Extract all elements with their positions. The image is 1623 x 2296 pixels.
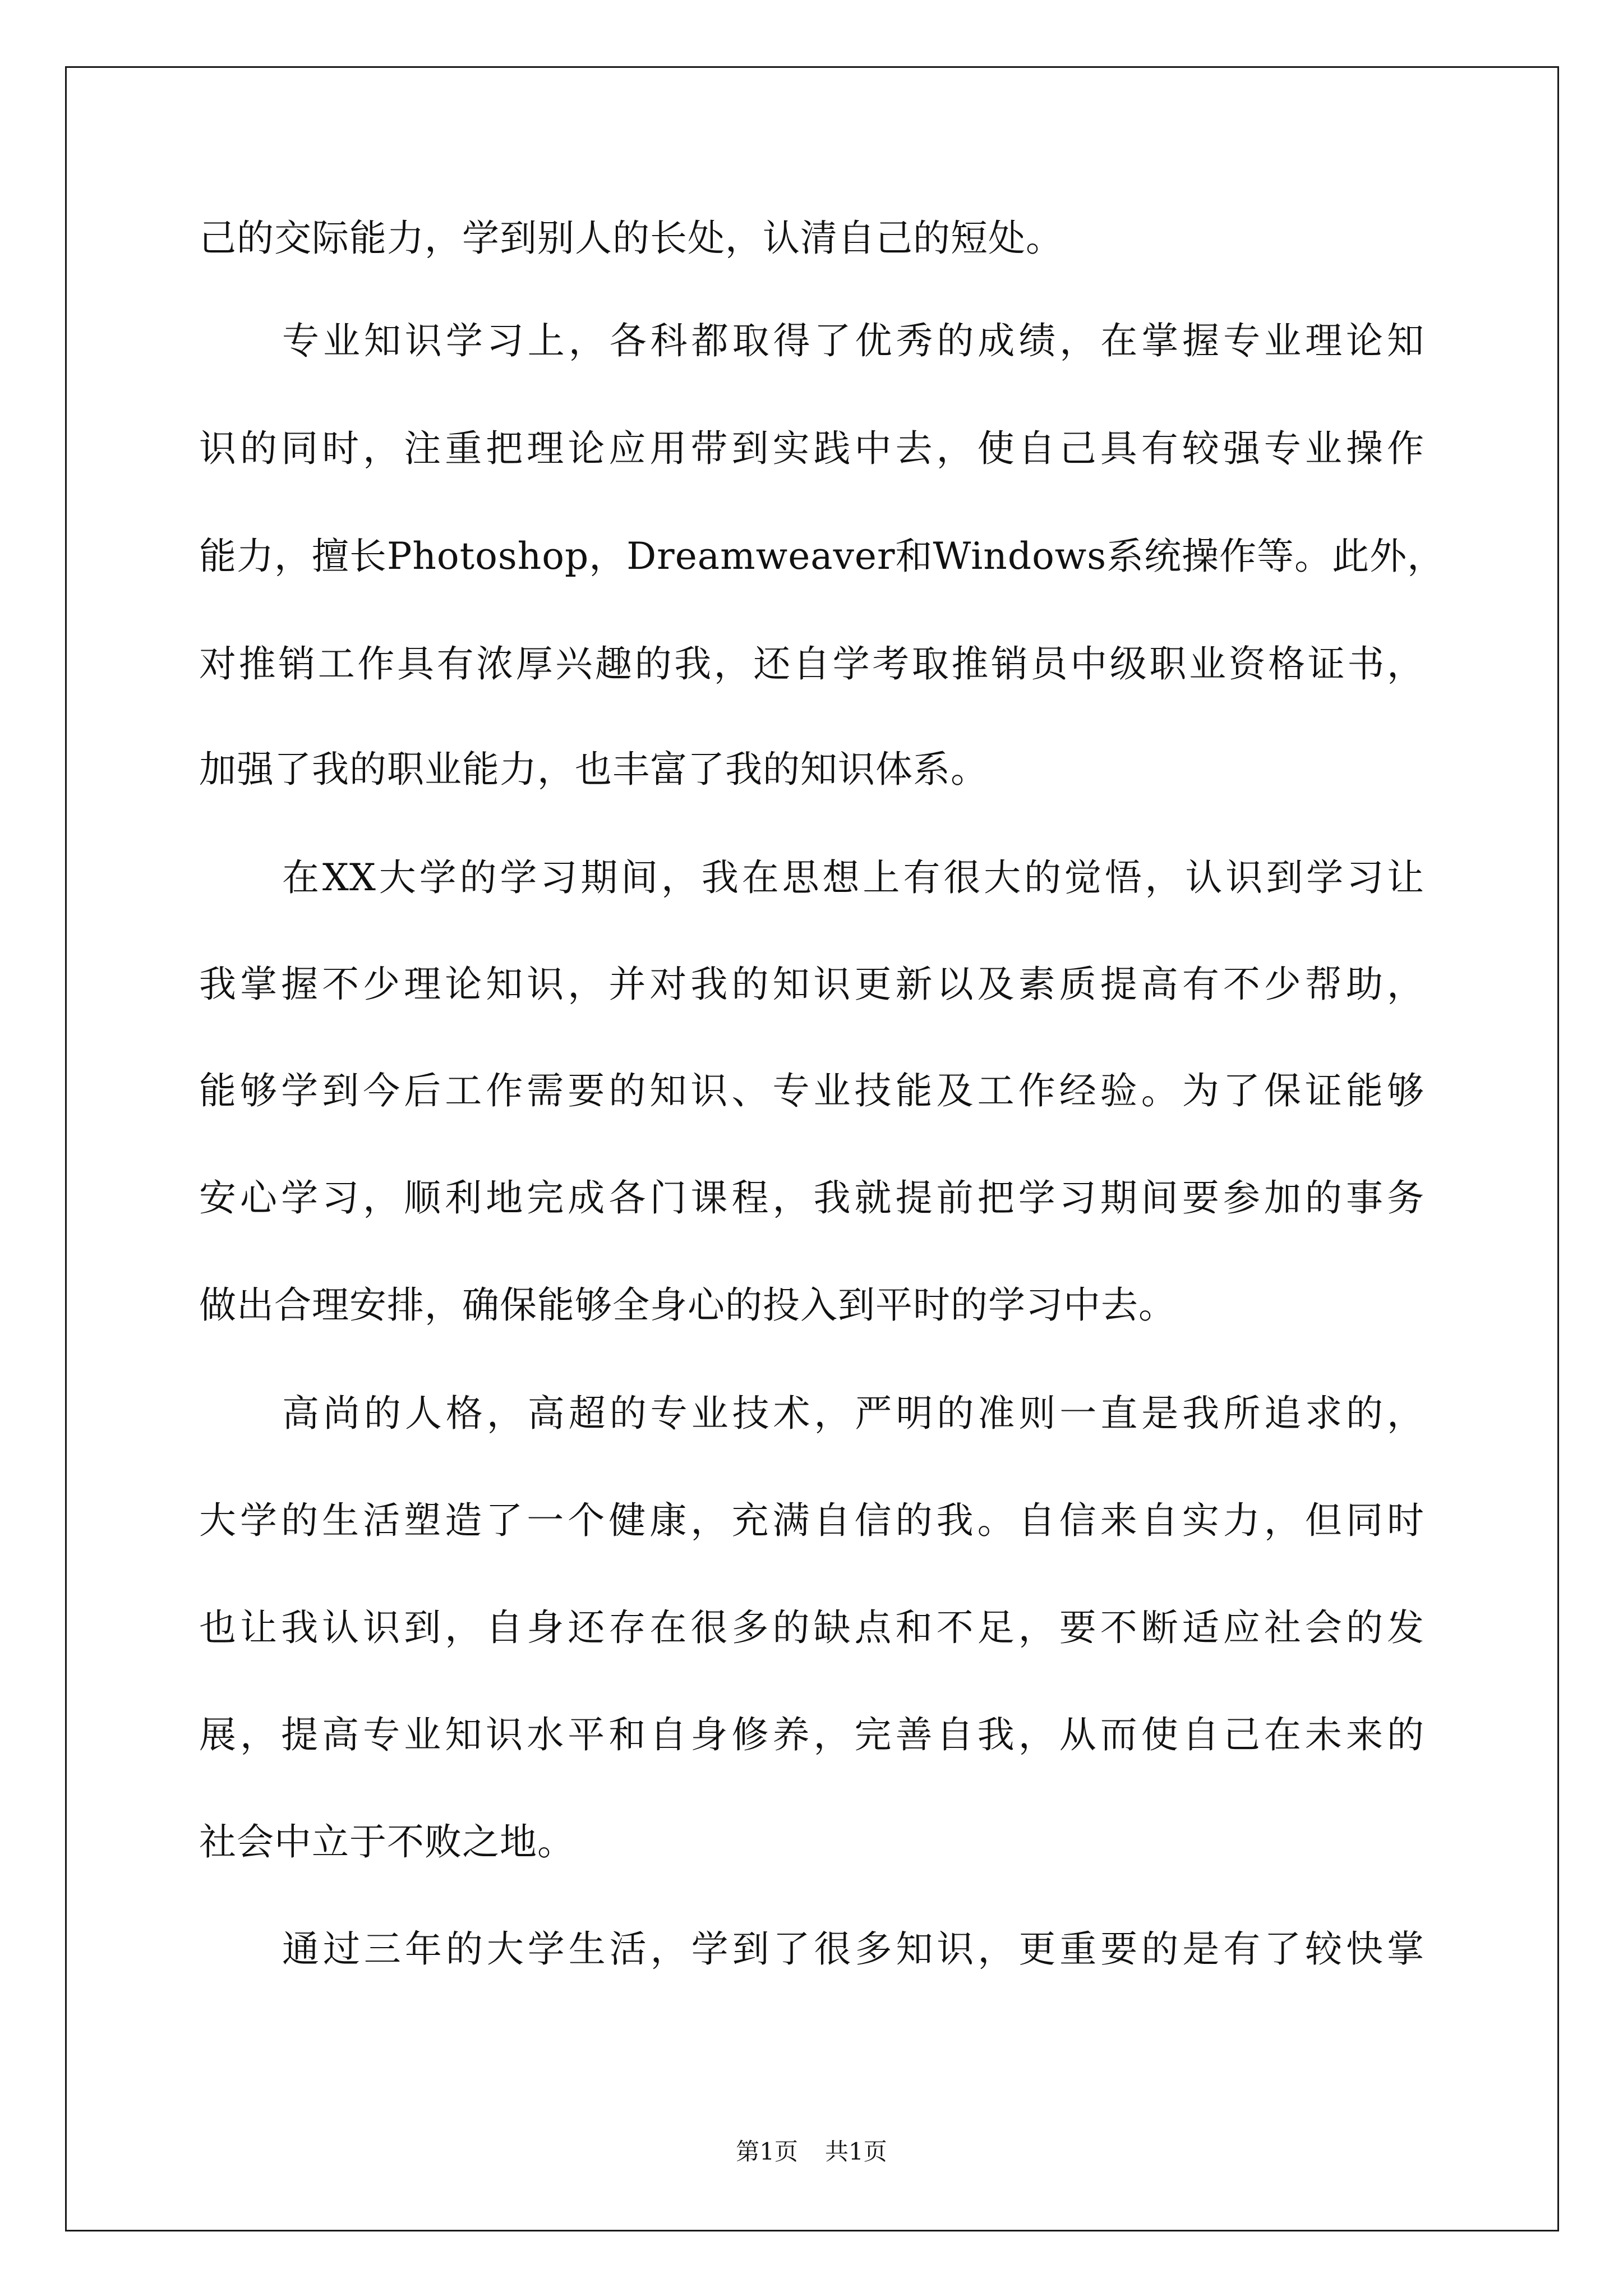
text-line: 我掌握不少理论知识，并对我的知识更新以及素质提高有不少帮助， bbox=[199, 963, 1424, 1006]
text-line: 做出合理安排，确保能够全身心的投入到平时的学习中去。 bbox=[199, 1283, 1176, 1327]
page-border bbox=[65, 66, 1559, 2231]
text-line: 能力，擅长Photoshop，Dreamweaver和Windows系统操作等。此外， bbox=[199, 535, 1445, 578]
text-line: 识的同时，注重把理论应用带到实践中去，使自己具有较强专业操作 bbox=[199, 427, 1424, 470]
text-line: 在XX大学的学习期间，我在思想上有很大的觉悟，认识到学习让 bbox=[282, 856, 1424, 899]
page-footer bbox=[0, 2135, 1623, 2169]
text-line: 己的交际能力，学到别人的长处，认清自己的短处。 bbox=[199, 217, 1063, 260]
page-number: 第1页 bbox=[736, 2138, 798, 2165]
text-line: 展，提高专业知识水平和自身修养，完善自我，从而使自己在未来的 bbox=[199, 1713, 1424, 1756]
text-line: 专业知识学习上，各科都取得了优秀的成绩，在掌握专业理论知 bbox=[282, 319, 1424, 362]
text-line: 安心学习，顺利地完成各门课程，我就提前把学习期间要参加的事务 bbox=[199, 1176, 1424, 1220]
page-total: 共1页 bbox=[825, 2138, 887, 2165]
text-line: 能够学到今后工作需要的知识、专业技能及工作经验。为了保证能够 bbox=[199, 1069, 1424, 1112]
text-line: 也让我认识到，自身还存在很多的缺点和不足，要不断适应社会的发 bbox=[199, 1606, 1424, 1649]
text-line: 社会中立于不败之地。 bbox=[199, 1820, 575, 1864]
text-line: 通过三年的大学生活，学到了很多知识，更重要的是有了较快掌 bbox=[282, 1927, 1424, 1971]
text-line: 大学的生活塑造了一个健康，充满自信的我。自信来自实力，但同时 bbox=[199, 1499, 1424, 1542]
text-line: 对推销工作具有浓厚兴趣的我，还自学考取推销员中级职业资格证书， bbox=[199, 642, 1424, 685]
text-line: 加强了我的职业能力，也丰富了我的知识体系。 bbox=[199, 748, 988, 791]
text-line: 高尚的人格，高超的专业技术，严明的准则一直是我所追求的， bbox=[282, 1392, 1424, 1435]
